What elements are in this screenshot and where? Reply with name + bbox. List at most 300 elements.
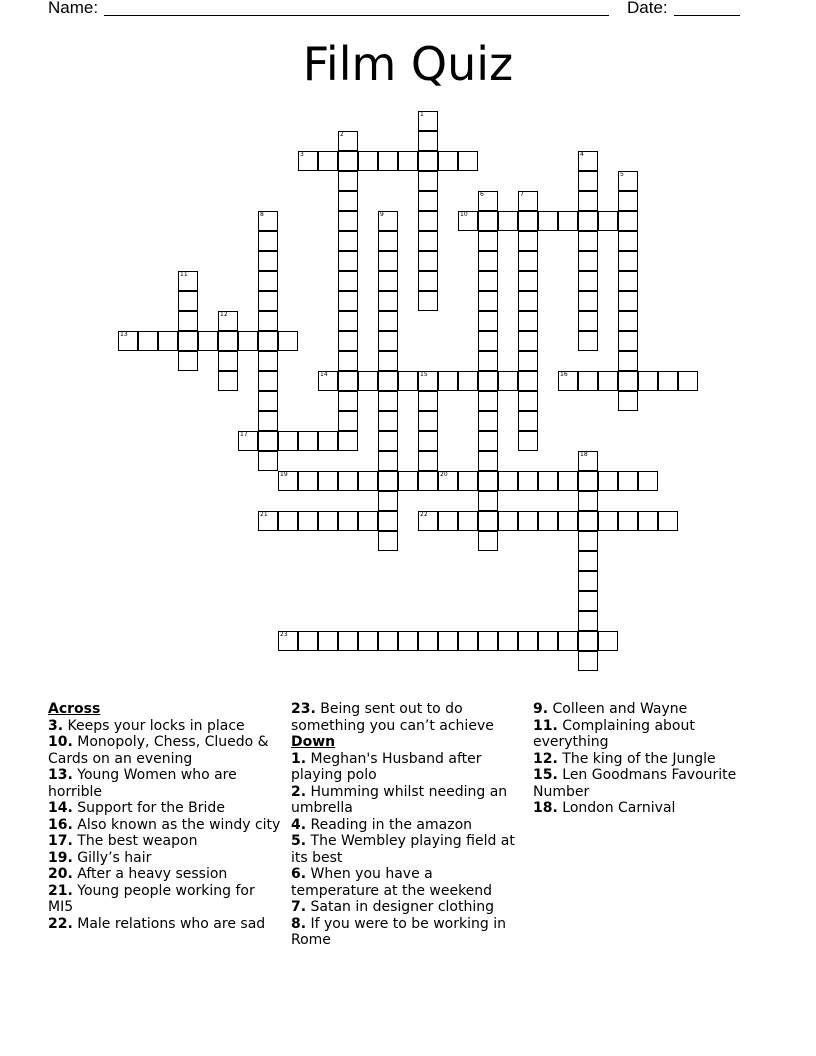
grid-cell[interactable]: [618, 271, 638, 291]
grid-cell[interactable]: [258, 331, 278, 351]
grid-cell[interactable]: [478, 631, 498, 651]
clue-item: [291, 751, 516, 784]
grid-cell[interactable]: [478, 351, 498, 371]
grid-cell[interactable]: [418, 511, 438, 531]
grid-cell[interactable]: [338, 331, 358, 351]
clue-text: The best weapon: [72, 833, 198, 849]
clue-item: [533, 800, 758, 817]
grid-cell[interactable]: [418, 151, 438, 171]
clue-number: 14: [320, 371, 328, 378]
clue-number-label: 23.: [291, 701, 316, 717]
date-label: Date:: [627, 0, 668, 17]
grid-cell[interactable]: [338, 411, 358, 431]
grid-cell[interactable]: [378, 311, 398, 331]
clue-item: [48, 767, 283, 800]
grid-cell[interactable]: [238, 431, 258, 451]
grid-cell[interactable]: [618, 351, 638, 371]
name-label: Name:: [48, 0, 99, 17]
grid-cell[interactable]: [418, 291, 438, 311]
grid-cell[interactable]: [478, 191, 498, 211]
clue-number: 21: [260, 511, 268, 518]
grid-cell[interactable]: [378, 251, 398, 271]
grid-cell[interactable]: [378, 471, 398, 491]
grid-cell[interactable]: [258, 211, 278, 231]
grid-cell[interactable]: [378, 491, 398, 511]
grid-cell[interactable]: [498, 511, 518, 531]
grid-cell[interactable]: [318, 471, 338, 491]
grid-cell[interactable]: [578, 611, 598, 631]
grid-cell[interactable]: [298, 631, 318, 651]
grid-cell[interactable]: [398, 471, 418, 491]
grid-cell[interactable]: [598, 511, 618, 531]
grid-cell[interactable]: [598, 471, 618, 491]
grid-cell[interactable]: [578, 151, 598, 171]
grid-cell[interactable]: [378, 631, 398, 651]
grid-cell[interactable]: [258, 291, 278, 311]
grid-cell[interactable]: [478, 411, 498, 431]
grid-cell[interactable]: [338, 371, 358, 391]
grid-cell[interactable]: [258, 371, 278, 391]
grid-cell[interactable]: [578, 651, 598, 671]
grid-cell[interactable]: [578, 571, 598, 591]
grid-cell[interactable]: [418, 231, 438, 251]
down-clue-list-continued: [533, 701, 758, 817]
grid-cell[interactable]: [178, 271, 198, 291]
grid-cell[interactable]: [538, 471, 558, 491]
clue-number: 12: [220, 311, 228, 318]
grid-cell[interactable]: [278, 431, 298, 451]
grid-cell[interactable]: [498, 471, 518, 491]
grid-cell[interactable]: [338, 131, 358, 151]
grid-cell[interactable]: [678, 371, 698, 391]
clue-number-label: 21.: [48, 882, 73, 899]
clues-column-3: [533, 701, 758, 817]
clue-item: [48, 817, 283, 834]
clue-number-label: 12.: [533, 750, 558, 767]
grid-cell[interactable]: [178, 311, 198, 331]
grid-cell[interactable]: [578, 171, 598, 191]
grid-cell[interactable]: [618, 231, 638, 251]
grid-cell[interactable]: [378, 371, 398, 391]
grid-cell[interactable]: [418, 631, 438, 651]
grid-cell[interactable]: [598, 371, 618, 391]
grid-cell[interactable]: [438, 631, 458, 651]
clue-item: [533, 767, 758, 800]
clue-number-label: 18.: [533, 800, 558, 816]
grid-cell[interactable]: [418, 271, 438, 291]
grid-cell[interactable]: [278, 471, 298, 491]
grid-cell[interactable]: [618, 251, 638, 271]
grid-cell[interactable]: [338, 511, 358, 531]
grid-cell[interactable]: [518, 271, 538, 291]
clue-number-label: 20.: [48, 866, 73, 882]
grid-cell[interactable]: [418, 211, 438, 231]
clue-number-label: 15.: [533, 767, 558, 783]
grid-cell[interactable]: [478, 311, 498, 331]
clues-column-2: [291, 701, 516, 949]
grid-cell[interactable]: [518, 331, 538, 351]
grid-cell[interactable]: [518, 231, 538, 251]
clue-item: [533, 718, 758, 751]
clue-number: 5: [620, 171, 624, 178]
grid-cell[interactable]: [578, 551, 598, 571]
grid-cell[interactable]: [318, 151, 338, 171]
clue-item: [48, 866, 283, 883]
grid-cell[interactable]: [338, 271, 358, 291]
grid-cell[interactable]: [658, 511, 678, 531]
clues-column-1: [48, 701, 283, 932]
grid-cell[interactable]: [458, 631, 478, 651]
grid-cell[interactable]: [418, 171, 438, 191]
grid-cell[interactable]: [278, 511, 298, 531]
grid-cell[interactable]: [378, 431, 398, 451]
grid-cell[interactable]: [478, 471, 498, 491]
grid-cell[interactable]: [418, 451, 438, 471]
grid-cell[interactable]: [418, 431, 438, 451]
grid-cell[interactable]: [358, 631, 378, 651]
clue-text: Satan in designer clothing: [306, 899, 495, 915]
grid-cell[interactable]: [338, 171, 358, 191]
grid-cell[interactable]: [578, 311, 598, 331]
grid-cell[interactable]: [378, 231, 398, 251]
grid-cell[interactable]: [258, 451, 278, 471]
clue-text: Support for the Bride: [72, 800, 225, 816]
clue-item: [48, 800, 283, 817]
grid-cell[interactable]: [358, 371, 378, 391]
grid-cell[interactable]: [578, 291, 598, 311]
clue-text: After a heavy session: [72, 866, 228, 882]
grid-cell[interactable]: [338, 291, 358, 311]
clue-number: 6: [480, 191, 484, 198]
grid-cell[interactable]: [518, 411, 538, 431]
grid-cell[interactable]: [618, 511, 638, 531]
grid-cell[interactable]: [318, 431, 338, 451]
clue-number: 13: [120, 331, 128, 338]
grid-cell[interactable]: [378, 451, 398, 471]
grid-cell[interactable]: [318, 511, 338, 531]
grid-cell[interactable]: [358, 151, 378, 171]
grid-cell[interactable]: [458, 511, 478, 531]
grid-cell[interactable]: [438, 371, 458, 391]
grid-cell[interactable]: [578, 211, 598, 231]
grid-cell[interactable]: [478, 271, 498, 291]
grid-cell[interactable]: [578, 331, 598, 351]
grid-cell[interactable]: [418, 111, 438, 131]
grid-cell[interactable]: [338, 311, 358, 331]
grid-cell[interactable]: [578, 231, 598, 251]
grid-cell[interactable]: [298, 511, 318, 531]
clue-text: The king of the Jungle: [557, 750, 716, 767]
grid-cell[interactable]: [498, 371, 518, 391]
grid-cell[interactable]: [378, 411, 398, 431]
down-clue-list: [291, 751, 516, 949]
clue-number: 19: [280, 471, 288, 478]
grid-cell[interactable]: [578, 371, 598, 391]
grid-cell[interactable]: [418, 391, 438, 411]
grid-cell[interactable]: [478, 331, 498, 351]
clue-number-label: 6.: [291, 866, 307, 882]
grid-cell[interactable]: [338, 191, 358, 211]
grid-cell[interactable]: [418, 131, 438, 151]
clue-number-label: 9.: [533, 701, 549, 717]
grid-cell[interactable]: [358, 511, 378, 531]
grid-cell[interactable]: [458, 471, 478, 491]
clue-number: 20: [440, 471, 448, 478]
grid-cell[interactable]: [218, 331, 238, 351]
grid-cell[interactable]: [418, 371, 438, 391]
grid-cell[interactable]: [398, 631, 418, 651]
grid-cell[interactable]: [578, 191, 598, 211]
clue-number: 23: [280, 631, 288, 638]
grid-cell[interactable]: [178, 351, 198, 371]
grid-cell[interactable]: [218, 371, 238, 391]
grid-cell[interactable]: [378, 211, 398, 231]
grid-cell[interactable]: [618, 211, 638, 231]
grid-cell[interactable]: [218, 311, 238, 331]
across-clue-list-continued: [291, 701, 516, 734]
grid-cell[interactable]: [318, 631, 338, 651]
grid-cell[interactable]: [578, 531, 598, 551]
grid-cell[interactable]: [378, 331, 398, 351]
grid-cell[interactable]: [258, 231, 278, 251]
grid-cell[interactable]: [378, 271, 398, 291]
clue-number-label: 13.: [48, 767, 73, 783]
grid-cell[interactable]: [158, 331, 178, 351]
grid-cell[interactable]: [338, 251, 358, 271]
grid-cell[interactable]: [338, 351, 358, 371]
grid-cell[interactable]: [258, 271, 278, 291]
grid-cell[interactable]: [578, 451, 598, 471]
grid-cell[interactable]: [478, 531, 498, 551]
grid-cell[interactable]: [618, 391, 638, 411]
clue-text: If you were to be working in Rome: [291, 915, 506, 948]
grid-cell[interactable]: [338, 151, 358, 171]
grid-cell[interactable]: [498, 211, 518, 231]
grid-cell[interactable]: [478, 491, 498, 511]
grid-cell[interactable]: [518, 631, 538, 651]
grid-cell[interactable]: [518, 291, 538, 311]
grid-cell[interactable]: [538, 631, 558, 651]
grid-cell[interactable]: [178, 291, 198, 311]
clue-number: 22: [420, 511, 428, 518]
clue-text: Being sent out to do something you can’t achieve: [291, 701, 494, 734]
grid-cell[interactable]: [338, 431, 358, 451]
clue-number: 15: [420, 371, 428, 378]
grid-cell[interactable]: [538, 211, 558, 231]
clue-text: Complaining about everything: [533, 717, 695, 750]
grid-cell[interactable]: [478, 251, 498, 271]
clue-text: Young Women who are horrible: [48, 767, 237, 800]
grid-cell[interactable]: [378, 531, 398, 551]
clue-text: When you have a temperature at the weekend: [291, 866, 493, 899]
grid-cell[interactable]: [578, 511, 598, 531]
clue-text: Keeps your locks in place: [63, 717, 245, 734]
grid-cell[interactable]: [578, 271, 598, 291]
clue-number-label: 7.: [291, 899, 307, 915]
grid-cell[interactable]: [198, 331, 218, 351]
grid-cell[interactable]: [618, 291, 638, 311]
grid-cell[interactable]: [478, 391, 498, 411]
grid-cell[interactable]: [478, 431, 498, 451]
grid-cell[interactable]: [558, 511, 578, 531]
grid-cell[interactable]: [518, 431, 538, 451]
grid-cell[interactable]: [398, 371, 418, 391]
grid-cell[interactable]: [398, 151, 418, 171]
clue-number-label: 17.: [48, 833, 73, 849]
grid-cell[interactable]: [578, 491, 598, 511]
grid-cell[interactable]: [278, 631, 298, 651]
grid-cell[interactable]: [318, 371, 338, 391]
grid-cell[interactable]: [258, 391, 278, 411]
clue-item: [533, 701, 758, 718]
clue-text: Colleen and Wayne: [548, 701, 688, 717]
grid-cell[interactable]: [338, 471, 358, 491]
grid-cell[interactable]: [258, 411, 278, 431]
grid-cell[interactable]: [618, 331, 638, 351]
clue-number-label: 1.: [291, 750, 307, 767]
grid-cell[interactable]: [138, 331, 158, 351]
grid-cell[interactable]: [638, 371, 658, 391]
grid-cell[interactable]: [238, 331, 258, 351]
grid-cell[interactable]: [278, 331, 298, 351]
clue-item: [291, 701, 516, 734]
clue-number: 2: [340, 131, 344, 138]
grid-cell[interactable]: [618, 311, 638, 331]
grid-cell[interactable]: [378, 351, 398, 371]
clue-item: [48, 718, 283, 735]
grid-cell[interactable]: [518, 191, 538, 211]
grid-cell[interactable]: [578, 591, 598, 611]
clue-text: Male relations who are sad: [72, 915, 266, 932]
grid-cell[interactable]: [458, 211, 478, 231]
grid-cell[interactable]: [378, 291, 398, 311]
grid-cell[interactable]: [438, 511, 458, 531]
grid-cell[interactable]: [338, 211, 358, 231]
grid-cell[interactable]: [338, 231, 358, 251]
grid-cell[interactable]: [418, 251, 438, 271]
clue-number: 16: [560, 371, 568, 378]
clue-item: [533, 751, 758, 768]
grid-cell[interactable]: [378, 151, 398, 171]
clue-text: London Carnival: [557, 800, 676, 816]
clue-number: 11: [180, 271, 188, 278]
grid-cell[interactable]: [478, 291, 498, 311]
grid-cell[interactable]: [438, 471, 458, 491]
grid-cell[interactable]: [598, 631, 618, 651]
grid-cell[interactable]: [378, 391, 398, 411]
grid-cell[interactable]: [458, 151, 478, 171]
grid-cell[interactable]: [258, 511, 278, 531]
clue-text: Monopoly, Chess, Cluedo & Cards on an evening: [48, 734, 269, 767]
grid-cell[interactable]: [618, 171, 638, 191]
grid-cell[interactable]: [518, 471, 538, 491]
grid-cell[interactable]: [338, 631, 358, 651]
clue-text: Also known as the windy city: [72, 816, 281, 833]
grid-cell[interactable]: [178, 331, 198, 351]
clue-number: 18: [580, 451, 588, 458]
clue-number-label: 14.: [48, 800, 73, 816]
grid-cell[interactable]: [378, 511, 398, 531]
clue-number-label: 19.: [48, 849, 73, 866]
clue-number-label: 11.: [533, 717, 558, 734]
grid-cell[interactable]: [438, 151, 458, 171]
grid-cell[interactable]: [298, 431, 318, 451]
clue-number-label: 4.: [291, 816, 307, 833]
grid-cell[interactable]: [518, 351, 538, 371]
clue-number: 9: [380, 211, 384, 218]
grid-cell[interactable]: [418, 471, 438, 491]
grid-cell[interactable]: [578, 631, 598, 651]
grid-cell[interactable]: [658, 371, 678, 391]
clue-number-label: 16.: [48, 816, 73, 833]
clue-number-label: 8.: [291, 915, 307, 932]
clue-item: [48, 883, 283, 916]
grid-cell[interactable]: [418, 191, 438, 211]
grid-cell[interactable]: [518, 391, 538, 411]
grid-cell[interactable]: [358, 471, 378, 491]
grid-cell[interactable]: [478, 231, 498, 251]
clue-number-label: 3.: [48, 717, 64, 734]
grid-cell[interactable]: [578, 251, 598, 271]
grid-cell[interactable]: [638, 511, 658, 531]
grid-cell[interactable]: [338, 391, 358, 411]
grid-cell[interactable]: [258, 351, 278, 371]
grid-cell[interactable]: [558, 471, 578, 491]
grid-cell[interactable]: [298, 471, 318, 491]
grid-cell[interactable]: [558, 211, 578, 231]
grid-cell[interactable]: [558, 631, 578, 651]
grid-cell[interactable]: [518, 211, 538, 231]
grid-cell[interactable]: [118, 331, 138, 351]
grid-cell[interactable]: [598, 211, 618, 231]
clue-number-label: 22.: [48, 915, 73, 932]
clue-item: [291, 899, 516, 916]
grid-cell[interactable]: [518, 511, 538, 531]
grid-cell[interactable]: [258, 251, 278, 271]
grid-cell[interactable]: [518, 251, 538, 271]
grid-cell[interactable]: [578, 471, 598, 491]
clue-item: [291, 817, 516, 834]
grid-cell[interactable]: [558, 371, 578, 391]
clue-number: 17: [240, 431, 248, 438]
grid-cell[interactable]: [638, 471, 658, 491]
grid-cell[interactable]: [618, 371, 638, 391]
grid-cell[interactable]: [478, 211, 498, 231]
clue-text: Young people working for MI5: [48, 882, 255, 915]
grid-cell[interactable]: [618, 471, 638, 491]
grid-cell[interactable]: [418, 411, 438, 431]
grid-cell[interactable]: [478, 511, 498, 531]
grid-cell[interactable]: [458, 371, 478, 391]
grid-cell[interactable]: [498, 631, 518, 651]
grid-cell[interactable]: [618, 191, 638, 211]
clue-text: The Wembley playing field at its best: [291, 833, 515, 866]
grid-cell[interactable]: [298, 151, 318, 171]
grid-cell[interactable]: [478, 451, 498, 471]
grid-cell[interactable]: [258, 311, 278, 331]
page-title: Film Quiz: [302, 37, 514, 91]
grid-cell[interactable]: [538, 511, 558, 531]
clue-number: 3: [300, 151, 304, 158]
grid-cell[interactable]: [478, 371, 498, 391]
grid-cell[interactable]: [218, 351, 238, 371]
across-heading: Across: [48, 701, 101, 717]
grid-cell[interactable]: [518, 311, 538, 331]
clue-number-label: 2.: [291, 783, 307, 800]
grid-cell[interactable]: [518, 371, 538, 391]
down-heading: Down: [291, 734, 336, 750]
grid-cell[interactable]: [258, 431, 278, 451]
